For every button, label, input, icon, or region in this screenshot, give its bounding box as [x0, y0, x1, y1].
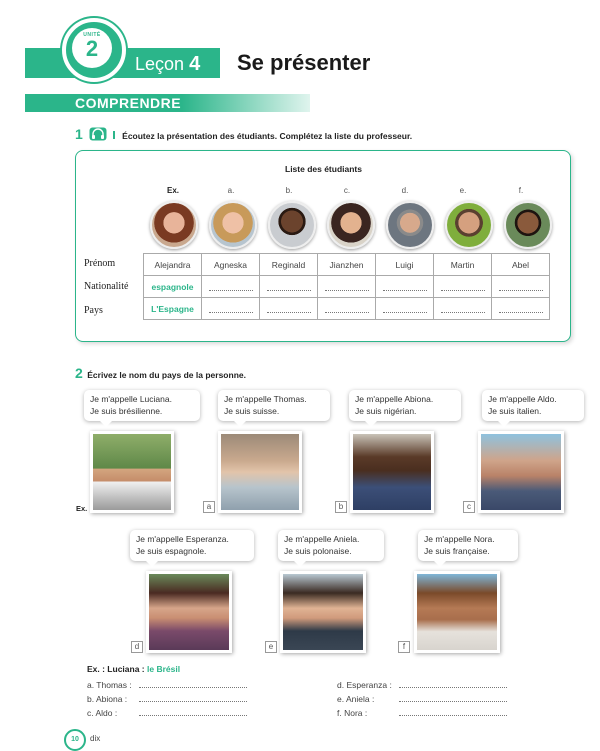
- bubble-line: Je suis espagnole.: [136, 545, 207, 556]
- bubble-line: Je suis française.: [424, 545, 490, 556]
- country-blank[interactable]: [318, 298, 376, 320]
- bubble-line: Je suis brésilienne.: [90, 405, 163, 416]
- speech-bubble: [218, 390, 330, 421]
- student-photo: [150, 201, 198, 249]
- headphones-icon[interactable]: [89, 127, 107, 146]
- answer-label: c. Aldo :: [87, 708, 118, 718]
- answer-line[interactable]: [337, 693, 507, 704]
- bubble-line: Je m'appelle Nora.: [424, 534, 495, 544]
- answer-label: d. Esperanza :: [337, 680, 392, 690]
- person-photo: [90, 431, 174, 513]
- first-name-cell: Alejandra: [144, 254, 202, 276]
- table-title: Liste des étudiants: [285, 164, 362, 174]
- speech-bubble: [84, 390, 200, 421]
- bubble-line: Je m'appelle Luciana.: [90, 394, 172, 404]
- student-photo: [386, 201, 434, 249]
- speech-bubble: [418, 530, 518, 561]
- column-letter: a.: [227, 186, 235, 195]
- photo-letter-d: d: [131, 641, 143, 653]
- exercise-1-instruction: Écoutez la présentation des étudiants. Complétez la liste du professeur.: [122, 131, 413, 141]
- country-blank[interactable]: [260, 298, 318, 320]
- person-photo: [146, 571, 232, 653]
- exercise-2-instruction: Écrivez le nom du pays de la personne.: [87, 370, 246, 380]
- unit-label: UNITÉ: [83, 32, 101, 38]
- nationality-blank[interactable]: [434, 276, 492, 298]
- unit-badge-inner: [72, 28, 112, 68]
- answer-label: b. Abiona :: [87, 694, 128, 704]
- column-letter: c.: [343, 186, 351, 195]
- country-blank[interactable]: [492, 298, 550, 320]
- country-blank[interactable]: [202, 298, 260, 320]
- exercise-1-number: 1: [75, 126, 83, 142]
- bubble-line: Je m'appelle Esperanza.: [136, 534, 229, 544]
- page-number: 10: [64, 729, 86, 751]
- answer-line[interactable]: [337, 679, 507, 690]
- nationality-blank[interactable]: [202, 276, 260, 298]
- country-blank[interactable]: [376, 298, 434, 320]
- column-letters: [144, 186, 550, 195]
- column-letter: f.: [518, 186, 524, 195]
- section-title: COMPRENDRE: [75, 95, 182, 111]
- person-photo: [280, 571, 366, 653]
- exercise-2-number: 2: [75, 365, 83, 381]
- student-photo: [445, 201, 493, 249]
- student-photo: [268, 201, 316, 249]
- answer-line[interactable]: [87, 679, 247, 690]
- speech-bubble: [349, 390, 461, 421]
- answer-line[interactable]: [87, 707, 247, 718]
- student-table: [143, 253, 550, 320]
- first-name-cell: Jianzhen: [318, 254, 376, 276]
- lesson-label: [135, 53, 200, 76]
- photo-letter-c: c: [463, 501, 475, 513]
- person-photo: [414, 571, 500, 653]
- person-photo: [478, 431, 564, 513]
- answer-example-value: le Brésil: [147, 664, 181, 674]
- student-photo: [209, 201, 257, 249]
- first-name-cell: Reginald: [260, 254, 318, 276]
- student-photo: [504, 201, 552, 249]
- bubble-line: Je m'appelle Aniela.: [284, 534, 360, 544]
- answer-label: a. Thomas :: [87, 680, 132, 690]
- table-row: [144, 254, 550, 276]
- first-name-cell: Agneska: [202, 254, 260, 276]
- row-label-nationalite: Nationalité: [84, 281, 129, 292]
- answer-example: [87, 664, 180, 674]
- bubble-line: Je suis italien.: [488, 405, 542, 416]
- example-marker: Ex.: [76, 504, 88, 513]
- exercise-1-header: [75, 126, 412, 146]
- table-row: [144, 276, 550, 298]
- speech-bubble: [130, 530, 254, 561]
- row-label-pays: Pays: [84, 305, 103, 316]
- exercise-2-header: [75, 365, 246, 383]
- answer-label: e. Aniela :: [337, 694, 375, 704]
- lesson-number: 4: [189, 53, 201, 75]
- table-row: [144, 298, 550, 320]
- answer-line[interactable]: [87, 693, 247, 704]
- answer-label: f. Nora :: [337, 708, 368, 718]
- section-band: [25, 94, 310, 112]
- page-title: Se présenter: [237, 50, 371, 75]
- nationality-blank[interactable]: [260, 276, 318, 298]
- photo-letter-f: f: [398, 641, 410, 653]
- country-blank[interactable]: [434, 298, 492, 320]
- example-country: L'Espagne: [144, 298, 202, 320]
- speech-bubble: [278, 530, 384, 561]
- example-nationality: espagnole: [144, 276, 202, 298]
- student-photo: [327, 201, 375, 249]
- bubble-line: Je suis nigérian.: [355, 405, 417, 416]
- nationality-blank[interactable]: [492, 276, 550, 298]
- row-label-prenom: Prénom: [84, 258, 116, 269]
- photo-letter-a: a: [203, 501, 215, 513]
- person-photo: [218, 431, 302, 513]
- first-name-cell: Luigi: [376, 254, 434, 276]
- unit-number: 2: [85, 36, 99, 61]
- answer-example-label: Ex. : Luciana :: [87, 664, 145, 674]
- lesson-word: Leçon: [135, 54, 185, 74]
- bubble-line: Je suis polonaise.: [284, 545, 352, 556]
- page-word: dix: [90, 734, 101, 743]
- photo-letter-b: b: [335, 501, 347, 513]
- first-name-cell: Martin: [434, 254, 492, 276]
- photo-letter-e: e: [265, 641, 277, 653]
- bubble-line: Je m'appelle Aldo.: [488, 394, 557, 404]
- bubble-line: Je suis suisse.: [224, 405, 280, 416]
- column-letter: e.: [459, 186, 467, 195]
- answer-line[interactable]: [337, 707, 507, 718]
- column-letter: Ex.: [166, 186, 179, 195]
- nationality-blank[interactable]: [318, 276, 376, 298]
- first-name-cell: Abel: [492, 254, 550, 276]
- speech-bubble: [482, 390, 584, 421]
- nationality-blank[interactable]: [376, 276, 434, 298]
- bubble-line: Je m'appelle Abiona.: [355, 394, 434, 404]
- bubble-line: Je m'appelle Thomas.: [224, 394, 307, 404]
- column-letter: d.: [401, 186, 409, 195]
- column-letter: b.: [285, 186, 293, 195]
- person-photo: [350, 431, 434, 513]
